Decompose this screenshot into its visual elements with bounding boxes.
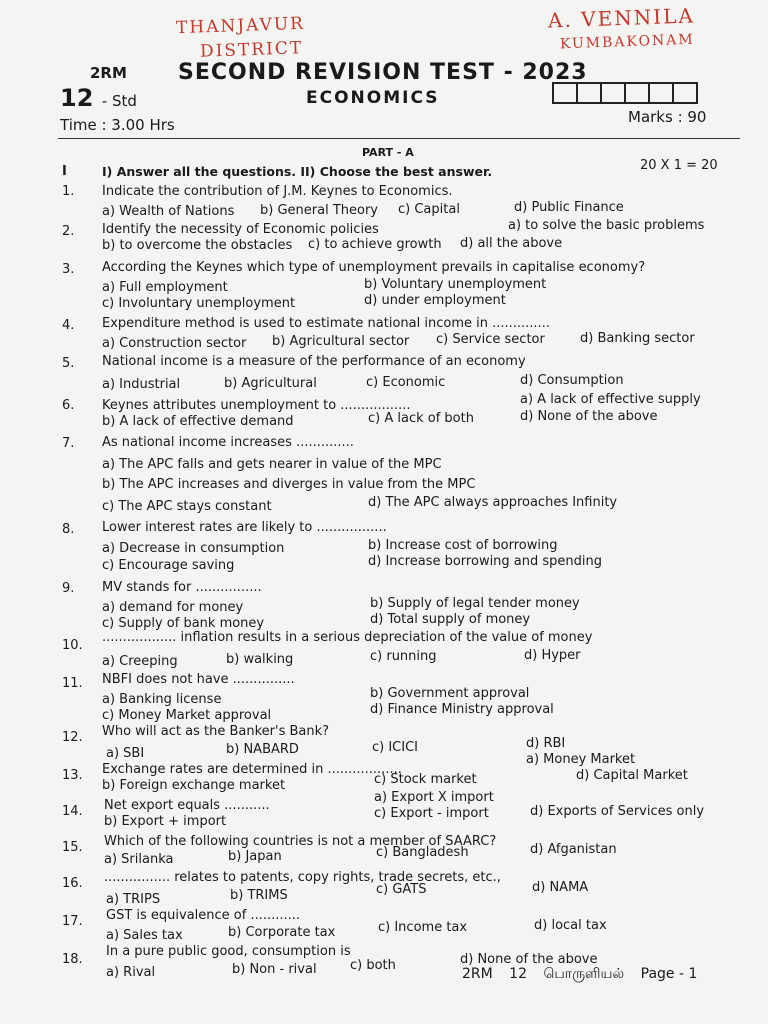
instructions: I) Answer all the questions. II) Choose the best answer. xyxy=(102,164,493,179)
option: b) Japan xyxy=(228,849,282,864)
question-text: Who will act as the Banker's Bank? xyxy=(102,724,330,739)
question-text: According the Keynes which type of unemployment prevails in capitalise economy? xyxy=(102,260,646,275)
question-text: Identify the necessity of Economic policies xyxy=(102,222,379,237)
option: b) Increase cost of borrowing xyxy=(368,538,558,553)
option: b) Agricultural xyxy=(224,376,317,391)
option: c) Capital xyxy=(398,202,460,217)
option: a) demand for money xyxy=(102,600,244,615)
option: b) A lack of effective demand xyxy=(102,414,294,429)
option: a) SBI xyxy=(106,746,145,761)
question-text: Expenditure method is used to estimate national income in .............. xyxy=(102,316,550,331)
option: a) Export X import xyxy=(374,790,494,805)
option: c) Supply of bank money xyxy=(102,616,265,631)
option: d) Increase borrowing and spending xyxy=(368,554,603,569)
option: c) The APC stays constant xyxy=(102,499,272,514)
question-text: National income is a measure of the performance of an economy xyxy=(102,354,526,369)
option: d) Exports of Services only xyxy=(530,804,705,819)
standard xyxy=(60,84,137,112)
register-number-boxes xyxy=(552,82,698,104)
option: d) RBI xyxy=(526,736,566,751)
option: b) NABARD xyxy=(226,742,299,757)
question-text: .................. inflation results in a serious depreciation of the value of money xyxy=(102,630,593,645)
question-number: 11. xyxy=(62,676,83,691)
reg-box xyxy=(554,84,578,102)
handwritten-district: THANJAVUR xyxy=(175,13,306,39)
option: c) GATS xyxy=(376,882,427,897)
total-marks: Marks : 90 xyxy=(628,108,707,126)
handwritten-author: A. VENNILA xyxy=(547,3,696,33)
option: c) to achieve growth xyxy=(308,237,442,252)
question-text: In a pure public good, consumption is xyxy=(106,944,351,959)
option: c) ICICI xyxy=(372,740,419,755)
question-number: 15. xyxy=(62,840,83,855)
footer-subject: பொருளியல் xyxy=(543,966,625,982)
question-text: MV stands for ................ xyxy=(102,580,262,595)
reg-box xyxy=(602,84,626,102)
exam-code: 2RM xyxy=(90,64,127,82)
question-number: 2. xyxy=(62,224,75,239)
question-number: 7. xyxy=(62,436,75,451)
option: a) Full employment xyxy=(102,280,228,295)
option: c) Service sector xyxy=(436,332,545,347)
option: a) Decrease in consumption xyxy=(102,541,285,556)
reg-box xyxy=(578,84,602,102)
question-text: Net export equals ........... xyxy=(104,798,270,813)
option: a) The APC falls and gets nearer in value of the MPC xyxy=(102,457,442,472)
option: a) to solve the basic problems xyxy=(508,218,705,233)
option: c) Involuntary unemployment xyxy=(102,296,296,311)
option: a) TRIPS xyxy=(106,892,161,907)
option: c) Economic xyxy=(366,375,446,390)
time-allowed: Time : 3.00 Hrs xyxy=(60,116,175,134)
option: b) Non - rival xyxy=(232,962,317,977)
option: d) None of the above xyxy=(520,409,658,424)
option: a) Money Market xyxy=(526,752,636,767)
option: d) local tax xyxy=(534,918,607,933)
option: b) Export + import xyxy=(104,814,227,829)
question-number: 1. xyxy=(62,184,75,199)
handwritten-district-2: DISTRICT xyxy=(199,38,304,62)
question-number: 9. xyxy=(62,581,75,596)
question-text: NBFI does not have ............... xyxy=(102,672,295,687)
option: d) Consumption xyxy=(520,373,624,388)
option: d) Public Finance xyxy=(514,200,624,215)
question-text: Lower interest rates are likely to ................. xyxy=(102,520,387,535)
option: a) Industrial xyxy=(102,377,181,392)
option: d) under employment xyxy=(364,293,506,308)
option: a) Wealth of Nations xyxy=(102,204,235,219)
question-number: 8. xyxy=(62,522,75,537)
option: a) Srilanka xyxy=(104,852,174,867)
option: d) Hyper xyxy=(524,648,581,663)
question-text: Which of the following countries is not a member of SAARC? xyxy=(104,834,497,849)
handwritten-place: KUMBAKONAM xyxy=(559,31,695,53)
question-number: 14. xyxy=(62,804,83,819)
reg-box xyxy=(674,84,696,102)
option: c) Bangladesh xyxy=(376,845,469,860)
option: c) A lack of both xyxy=(368,411,474,426)
page-number: Page - 1 xyxy=(640,966,698,982)
option: b) Government approval xyxy=(370,686,530,701)
footer-code: 2RM xyxy=(462,966,493,982)
question-text: As national income increases .............. xyxy=(102,435,354,450)
question-text: Keynes attributes unemployment to ................. xyxy=(102,398,411,413)
option: c) Stock market xyxy=(374,772,477,787)
question-number: 12. xyxy=(62,730,83,745)
option: d) all the above xyxy=(460,236,563,251)
option: a) Sales tax xyxy=(106,928,183,943)
question-text: ................ relates to patents, copy rights, trade secrets, etc., xyxy=(104,870,501,885)
option: b) TRIMS xyxy=(230,888,288,903)
option: d) Capital Market xyxy=(576,768,688,783)
option: d) Finance Ministry approval xyxy=(370,702,554,717)
option: c) Export - import xyxy=(374,806,489,821)
section-score: 20 X 1 = 20 xyxy=(640,158,718,173)
std-number: 12 xyxy=(60,84,94,112)
option: b) Voluntary unemployment xyxy=(364,277,547,292)
option: c) Encourage saving xyxy=(102,558,235,573)
question-number: 5. xyxy=(62,356,75,371)
option: a) Creeping xyxy=(102,654,178,669)
option: a) Banking license xyxy=(102,692,222,707)
question-number: 13. xyxy=(62,768,83,783)
option: c) Money Market approval xyxy=(102,708,272,723)
subject: ECONOMICS xyxy=(306,88,440,108)
option: c) Income tax xyxy=(378,920,468,935)
std-label: - Std xyxy=(101,92,137,110)
option: b) to overcome the obstacles xyxy=(102,238,293,253)
question-number: 16. xyxy=(62,876,83,891)
question-number: 17. xyxy=(62,914,83,929)
option: c) running xyxy=(370,649,437,664)
option: d) Afganistan xyxy=(530,842,617,857)
footer-std: 12 xyxy=(509,966,527,982)
option: b) Corporate tax xyxy=(228,925,336,940)
question-text: Indicate the contribution of J.M. Keynes to Economics. xyxy=(102,184,453,199)
option: b) Supply of legal tender money xyxy=(370,596,580,611)
option: b) The APC increases and diverges in value from the MPC xyxy=(102,477,476,492)
question-number: 18. xyxy=(62,952,83,967)
option: d) The APC always approaches Infinity xyxy=(368,495,618,510)
header-divider xyxy=(58,138,740,139)
part-label: PART - A xyxy=(362,146,414,159)
section-roman: I xyxy=(62,164,67,179)
option: d) None of the above xyxy=(460,952,598,967)
reg-box xyxy=(626,84,650,102)
option: a) Construction sector xyxy=(102,336,247,351)
option: d) NAMA xyxy=(532,880,589,895)
exam-title: SECOND REVISION TEST - 2023 xyxy=(178,60,588,85)
option: b) General Theory xyxy=(260,203,378,218)
option: b) walking xyxy=(226,652,294,667)
question-number: 6. xyxy=(62,398,75,413)
option: a) A lack of effective supply xyxy=(520,392,701,407)
option: d) Total supply of money xyxy=(370,612,531,627)
option: b) Foreign exchange market xyxy=(102,778,286,793)
option: d) Banking sector xyxy=(580,331,695,346)
question-text: Exchange rates are determined in .................. xyxy=(102,762,402,777)
option: a) Rival xyxy=(106,965,156,980)
question-number: 3. xyxy=(62,262,75,277)
option: c) both xyxy=(350,958,396,973)
option: b) Agricultural sector xyxy=(272,334,410,349)
question-number: 10. xyxy=(62,638,83,653)
question-number: 4. xyxy=(62,318,75,333)
question-text: GST is equivalence of ............ xyxy=(106,908,301,923)
page-footer xyxy=(462,966,709,984)
reg-box xyxy=(650,84,674,102)
